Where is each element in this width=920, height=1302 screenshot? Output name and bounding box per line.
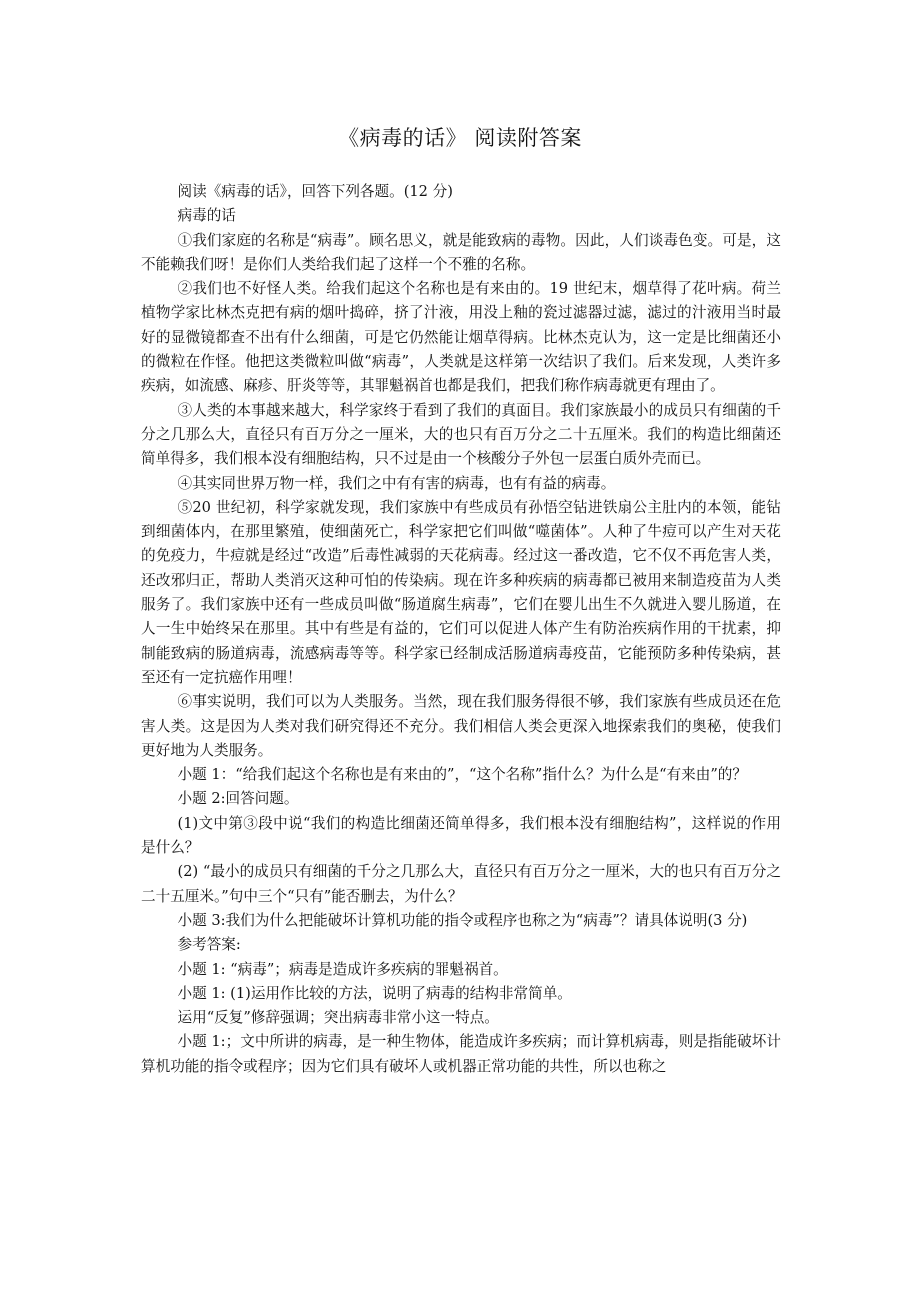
question-2-part-2: (2) “最小的成员只有细菌的千分之几那么大，直径只有百万分之一厘米，大的也只有百万分之二十五厘米。”句中三个“只有”能否删去，为什么？ [141, 863, 781, 905]
question-2-part-1: (1)文中第③段中说“我们的构造比细菌还简单得多，我们根本没有细胞结构”，这样说的作用是什么？ [141, 814, 781, 857]
question-1: 小题 1：“给我们起这个名称也是有来由的”，“这个名称”指什么？为什么是“有来由”的？ [177, 766, 747, 784]
passage-paragraph-3: ③人类的本事越来越大，科学家终于看到了我们的真面目。我们家族最小的成员只有细菌的千分之几那么大，直径只有百万分之一厘米，大的也只有百万分之二十五厘米。我们的构造比细菌还简单得多，我们根本没有细胞结构，只不过是由一个核酸分子外包一层蛋白质外壳而已。 [141, 401, 781, 468]
document-body [141, 180, 781, 1079]
answers-heading: 参考答案: [177, 936, 241, 954]
document-title: 《病毒的话》 阅读附答案 [338, 126, 582, 150]
passage-title: 病毒的话 [177, 207, 236, 225]
question-2: 小题 2:回答问题。 [177, 790, 299, 808]
passage-paragraph-1: ①我们家庭的名称是“病毒”。顾名思义，就是能致病的毒物。因此，人们谈毒色变。可是，这不能赖我们呀！是你们人类给我们起了这样一个不雅的名称。 [141, 231, 781, 273]
passage-paragraph-6: ⑥事实说明，我们可以为人类服务。当然，现在我们服务得很不够，我们家族有些成员还在危害人类。这是因为人类对我们研究得还不充分。我们相信人类会更深入地探索我们的奥秘，使我们更好地为人类服务。 [141, 693, 781, 759]
passage-paragraph-5: ⑤20 世纪初，科学家就发现，我们家族中有些成员有孙悟空钻进铁扇公主肚内的本领，能钻到细菌体内，在那里繁殖，使细菌死亡，科学家把它们叫做“噬菌体”。人种了牛痘可以产生对天花的免疫力，牛痘就是经过“改造”后毒性减弱的天花病毒。经过这一番改造，它不仅不再危害人类，还改邪归正，帮助人类消灭这种可怕的传染病。现在许多种疾病的病毒都已被用来制造疫苗为人类服务了。我们家族中还有一些成员叫做“肠道腐生病毒”，它们在婴儿出生不久就进入婴儿肠道，在人一生中始终呆在那里。其中有些是有益的，它们可以促进人体产生有防治疾病作用的干扰素，抑制能致病的肠道病毒，流感病毒等等。科学家已经制成活肠道病毒疫苗，它能预防多种传染病，甚至还有一定抗癌作用哩！ [141, 498, 781, 686]
answer-1: 小题 1: “病毒”；病毒是造成许多疾病的罪魁祸首。 [177, 960, 508, 978]
question-3: 小题 3:我们为什么把能破坏计算机功能的指令或程序也称之为“病毒”？请具体说明(3 分) [177, 911, 748, 929]
passage-paragraph-4: ④其实同世界万物一样，我们之中有有害的病毒，也有有益的病毒。 [177, 474, 616, 492]
answer-3: 小题 1:；文中所讲的病毒，是一种生物体，能造成许多疾病；而计算机病毒，则是指能破坏计算机功能的指令或程序；因为它们具有破坏人或机器正常功能的共性，所以也称之 [141, 1033, 781, 1075]
reading-instruction: 阅读《病毒的话》，回答下列各题。(12 分) [177, 183, 453, 200]
passage-paragraph-2: ②我们也不好怪人类。给我们起这个名称也是有来由的。19 世纪末，烟草得了花叶病。荷兰植物学家比林杰克把有病的烟叶捣碎，挤了汁液，用没上釉的瓷过滤器过滤，滤过的汁液用当时最好的显微镜都查不出有什么细菌，可是它仍然能让烟草得病。比林杰克认为，这一定是比细菌还小的微粒在作怪。他把这类微粒叫做“病毒”，人类就是这样第一次结识了我们。后来发现，人类许多疾病，如流感、麻疹、肝炎等等，其罪魁祸首也都是我们，把我们称作病毒就更有理由了。 [141, 280, 781, 395]
answer-2-continued: 运用“反复”修辞强调；突出病毒非常小这一特点。 [177, 1009, 499, 1027]
answer-2: 小题 1: (1)运用作比较的方法，说明了病毒的结构非常简单。 [177, 984, 572, 1002]
